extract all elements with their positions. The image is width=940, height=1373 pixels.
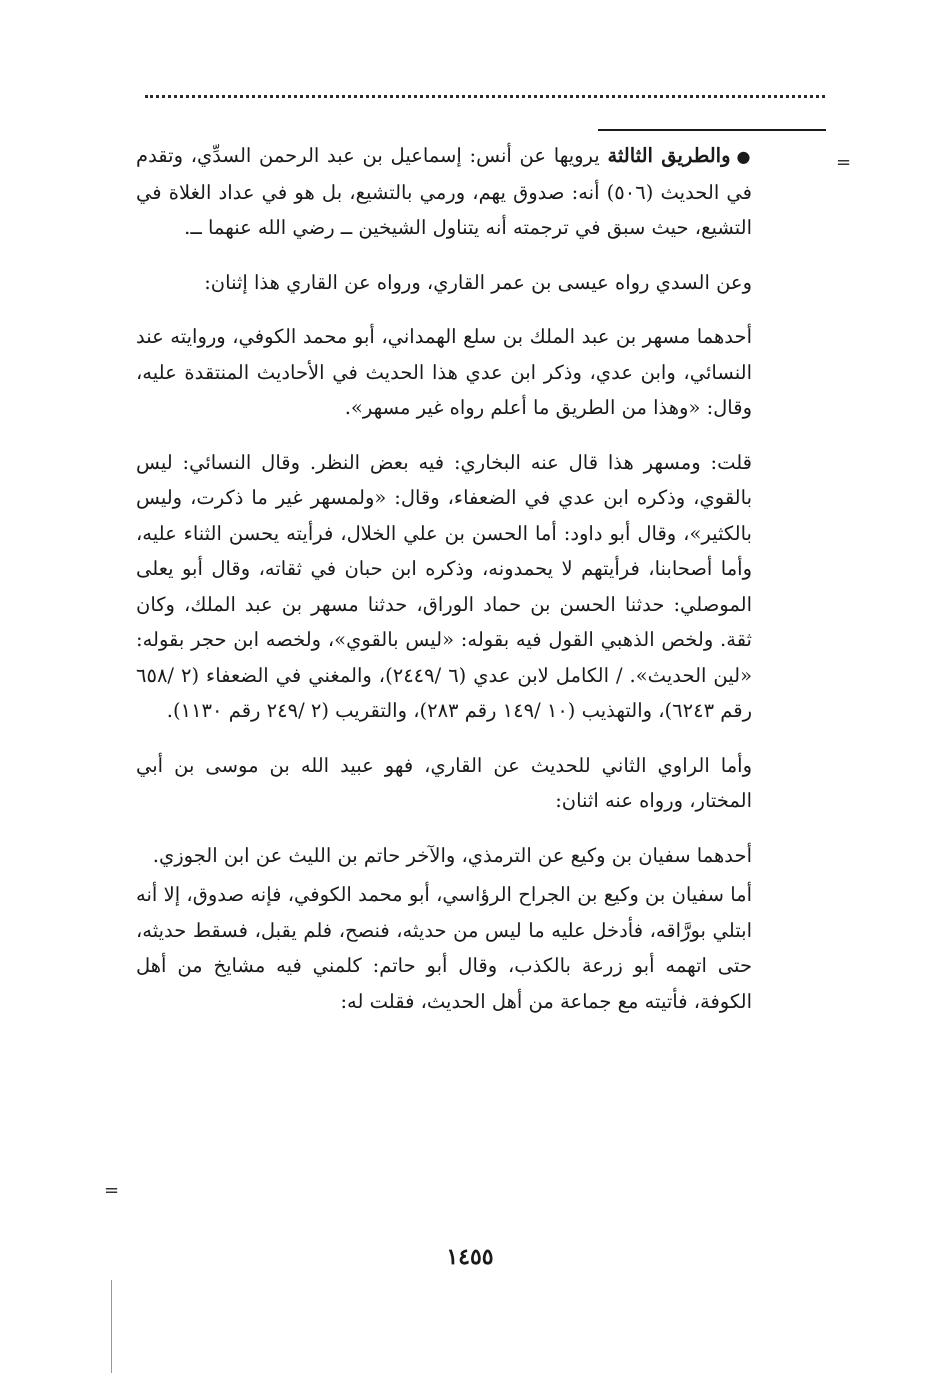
page-edge-line (111, 1280, 112, 1373)
paragraph-text: يرويها عن أنس: إسماعيل بن عبد الرحمن السدِّي، وتقدم في الحديث (٥٠٦) أنه: صدوق يهم، ورمي بالتشيع، بل هو في عداد الغلاة في التشيع، حيث سبق في ترجمته أنه يتناول الشيخين ــ رضي الله عنهما ــ. (136, 144, 752, 239)
paragraph-text: أحدهما مسهر بن عبد الملك بن سلع الهمداني، أبو محمد الكوفي، وروايته عند النسائي، وابن عدي، وذكر ابن عدي هذا الحديث في الأحاديث المنتقدة عليه، وقال: «وهذا من الطريق ما أعلم رواه غير مسهر». (136, 325, 752, 419)
paragraph-text: وأما الراوي الثاني للحديث عن القاري، فهو عبيد الله بن موسى بن أبي المختار، ورواه عنه اثنان: (136, 753, 752, 812)
paragraph-text: أما سفيان بن وكيع بن الجراح الرؤاسي، أبو محمد الكوفي، فإنه صدوق، إلا أنه ابتلي بورَّاقه، فأدخل عليه ما ليس من حديثه، فنصح، فلم يقبل، فسقط حديثه، حتى اتهمه أبو زرعة بالكذب، وقال أبو حاتم: كلمني فيه مشايخ من أهل الكوفة، فأتيته مع جماعة من أهل الحديث، فقلت له: (136, 883, 752, 1013)
page-number: ١٤٥٥ (446, 1244, 494, 1270)
header-rule (598, 129, 826, 131)
margin-mark-top: = (836, 152, 852, 173)
bullet-icon: ● (736, 147, 752, 166)
paragraph-lead: والطريق الثالثة (607, 144, 731, 167)
margin-mark-bottom: = (104, 1180, 120, 1201)
dotted-separator (145, 88, 825, 98)
paragraph-text: قلت: ومسهر هذا قال عنه البخاري: فيه بعض النظر. وقال النسائي: ليس بالقوي، وذكره ابن عدي في الضعفاء، وقال: «ولمسهر غير ما ذكرت، وليس بالكثير»، وقال أبو داود: أما الحسن بن علي الخلال، فرأيته يحسن الثناء عليه، وأما أصحابنا، فرأيتهم لا يحمدونه، وذكره ابن حبان في ثقاته، وقال أبو يعلى الموصلي: حدثنا الحسن بن حماد الوراق، حدثنا مسهر بن عبد الملك، وكان ثقة. ولخص الذهبي القول فيه بقوله: «ليس بالقوي»، ولخصه ابن حجر بقوله: «لين الحديث». / الكامل لابن عدي (٦ /٢٤٤٩)، والمغني في الضعفاء (٢ /٦٥٨ رقم ٦٢٤٣)، والتهذيب (١٠ /١٤٩ رقم ٢٨٣)، والتقريب (٢ /٢٤٩ رقم ١١٣٠). (136, 450, 753, 722)
paragraph-text: أحدهما سفيان بن وكيع عن الترمذي، والآخر حاتم بن الليث عن ابن الجوزي. (152, 843, 752, 867)
paragraph-third-route (136, 138, 752, 246)
paragraph-text: وعن السدي رواه عيسى بن عمر القاري، ورواه عن القاري هذا إثنان: (204, 270, 752, 294)
page-body (136, 138, 752, 1038)
